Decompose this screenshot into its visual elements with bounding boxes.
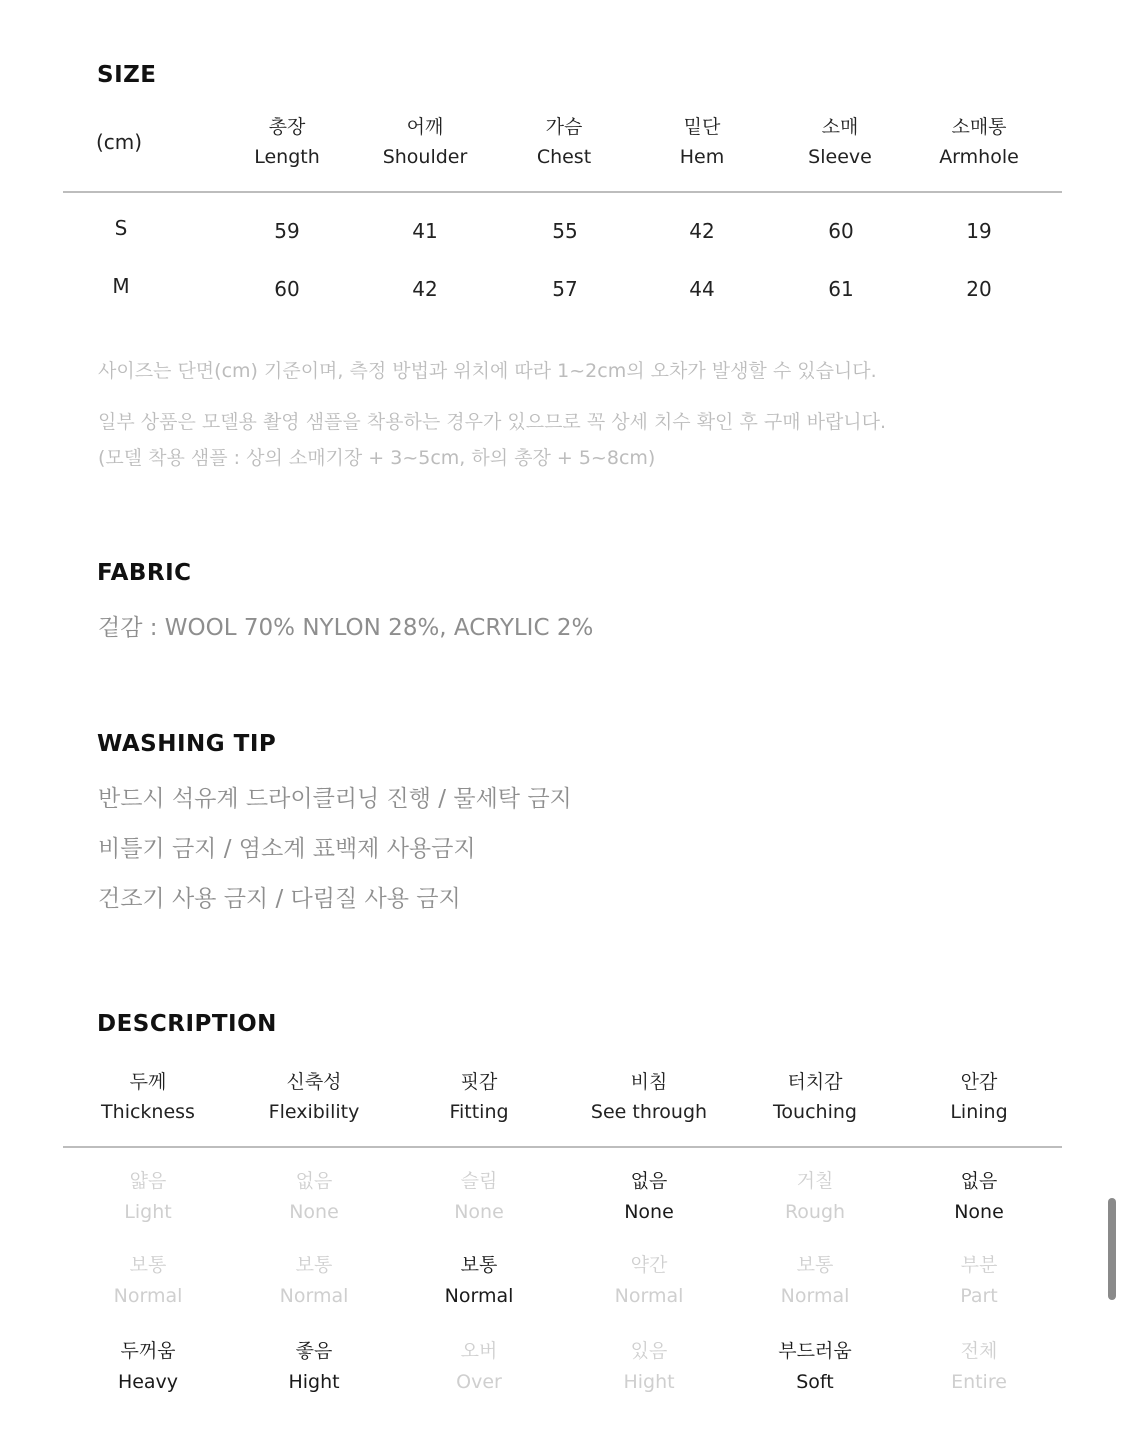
description-divider: [63, 1146, 1062, 1148]
description-option: [730, 1166, 900, 1228]
option-label-ko: 좋음: [295, 1340, 333, 1362]
option-label-ko: 보통: [460, 1254, 498, 1276]
description-col-lining: 안감 Lining: [950, 1071, 1008, 1123]
size-note-tolerance: 사이즈는 단면(cm) 기준이며, 측정 방법과 위치에 따라 1~2cm의 오차가 발생할 수 있습니다.: [98, 360, 877, 382]
description-col-see-through: 비침 See through: [590, 1071, 708, 1123]
size-col-sleeve: 소매 Sleeve: [808, 116, 872, 168]
size-note-model: (모델 착용 샘플 : 상의 소매기장 + 3~5cm, 하의 총장 + 5~8cm): [98, 447, 656, 469]
description-option: [394, 1166, 564, 1228]
size-col-chest: 가슴 Chest: [536, 116, 592, 168]
option-label-en: Normal: [113, 1285, 183, 1307]
option-label-ko: 없음: [630, 1170, 668, 1192]
option-label-ko: 보통: [295, 1254, 333, 1276]
option-label-en: Light: [124, 1201, 172, 1223]
description-col-thickness: 두께 Thickness: [101, 1071, 195, 1123]
fabric-title: FABRIC: [97, 560, 192, 586]
description-option-selected: [894, 1166, 1064, 1228]
size-cell: 55: [552, 219, 578, 243]
option-label-en: Normal: [444, 1285, 514, 1307]
size-cell: 42: [689, 219, 715, 243]
size-row-label: M: [112, 274, 130, 298]
description-option-selected: [730, 1336, 900, 1398]
description-option: [229, 1166, 399, 1228]
option-label-en: Rough: [784, 1201, 846, 1223]
size-cell: 41: [412, 219, 438, 243]
description-option: [894, 1250, 1064, 1312]
description-option: [63, 1250, 233, 1312]
option-label-en: None: [289, 1201, 339, 1223]
option-label-ko: 부드러움: [778, 1340, 852, 1362]
option-label-ko: 오버: [460, 1340, 498, 1362]
size-table-divider: [63, 191, 1062, 193]
size-cell: 57: [552, 277, 578, 301]
washing-line: 비틀기 금지 / 염소계 표백제 사용금지: [98, 836, 476, 862]
description-option: [394, 1336, 564, 1398]
option-label-ko: 부분: [960, 1254, 998, 1276]
option-label-en: None: [454, 1201, 504, 1223]
scrollbar-thumb[interactable]: [1108, 1198, 1116, 1300]
description-option: [894, 1336, 1064, 1398]
option-label-en: Normal: [780, 1285, 850, 1307]
washing-line: 반드시 석유계 드라이클리닝 진행 / 물세탁 금지: [98, 786, 572, 812]
description-option: [564, 1336, 734, 1398]
option-label-ko: 전체: [960, 1340, 998, 1362]
option-label-en: Entire: [951, 1371, 1007, 1393]
option-label-ko: 보통: [129, 1254, 167, 1276]
fabric-composition: 겉감 : WOOL 70% NYLON 28%, ACRYLIC 2%: [98, 615, 594, 641]
description-col-touching: 터치감 Touching: [773, 1071, 857, 1123]
option-label-ko: 얇음: [129, 1170, 167, 1192]
size-note-sample: 일부 상품은 모델용 촬영 샘플을 착용하는 경우가 있으므로 꼭 상세 치수 확인 후 구매 바랍니다.: [98, 411, 887, 433]
description-option-selected: [229, 1336, 399, 1398]
option-label-en: None: [624, 1201, 674, 1223]
description-option: [63, 1166, 233, 1228]
option-label-en: None: [954, 1201, 1004, 1223]
description-option: [564, 1250, 734, 1312]
size-col-armhole: 소매통 Armhole: [939, 116, 1019, 168]
description-col-fitting: 핏감 Fitting: [449, 1071, 509, 1123]
size-col-hem: 밑단 Hem: [679, 116, 725, 168]
washing-title: WASHING TIP: [97, 731, 277, 757]
size-row-label: S: [114, 216, 128, 240]
option-label-ko: 슬림: [460, 1170, 498, 1192]
option-label-en: Soft: [796, 1371, 834, 1393]
size-cell: 19: [966, 219, 992, 243]
size-col-shoulder: 어깨 Shoulder: [382, 116, 468, 168]
option-label-ko: 보통: [796, 1254, 834, 1276]
description-option: [730, 1250, 900, 1312]
option-label-ko: 없음: [295, 1170, 333, 1192]
option-label-ko: 두꺼움: [120, 1340, 176, 1362]
washing-line: 건조기 사용 금지 / 다림질 사용 금지: [98, 886, 461, 912]
size-unit-label: (cm): [96, 130, 143, 154]
description-option: [229, 1250, 399, 1312]
option-label-en: Normal: [614, 1285, 684, 1307]
size-cell: 61: [828, 277, 854, 301]
description-option-selected: [394, 1250, 564, 1312]
size-cell: 60: [274, 277, 300, 301]
option-label-en: Over: [456, 1371, 502, 1393]
size-cell: 42: [412, 277, 438, 301]
description-col-flexibility: 신축성 Flexibility: [268, 1071, 360, 1123]
size-col-length: 총장 Length: [254, 116, 320, 168]
description-option-selected: [564, 1166, 734, 1228]
description-option-selected: [63, 1336, 233, 1398]
size-cell: 44: [689, 277, 715, 301]
option-label-en: Heavy: [117, 1371, 179, 1393]
option-label-en: Hight: [623, 1371, 675, 1393]
description-title: DESCRIPTION: [97, 1011, 277, 1037]
option-label-en: Normal: [279, 1285, 349, 1307]
option-label-ko: 거칠: [796, 1170, 834, 1192]
size-cell: 59: [274, 219, 300, 243]
option-label-ko: 없음: [960, 1170, 998, 1192]
option-label-ko: 약간: [630, 1254, 668, 1276]
option-label-en: Hight: [288, 1371, 340, 1393]
size-cell: 60: [828, 219, 854, 243]
option-label-ko: 있음: [630, 1340, 668, 1362]
option-label-en: Part: [960, 1285, 998, 1307]
size-cell: 20: [966, 277, 992, 301]
size-title: SIZE: [97, 62, 157, 88]
